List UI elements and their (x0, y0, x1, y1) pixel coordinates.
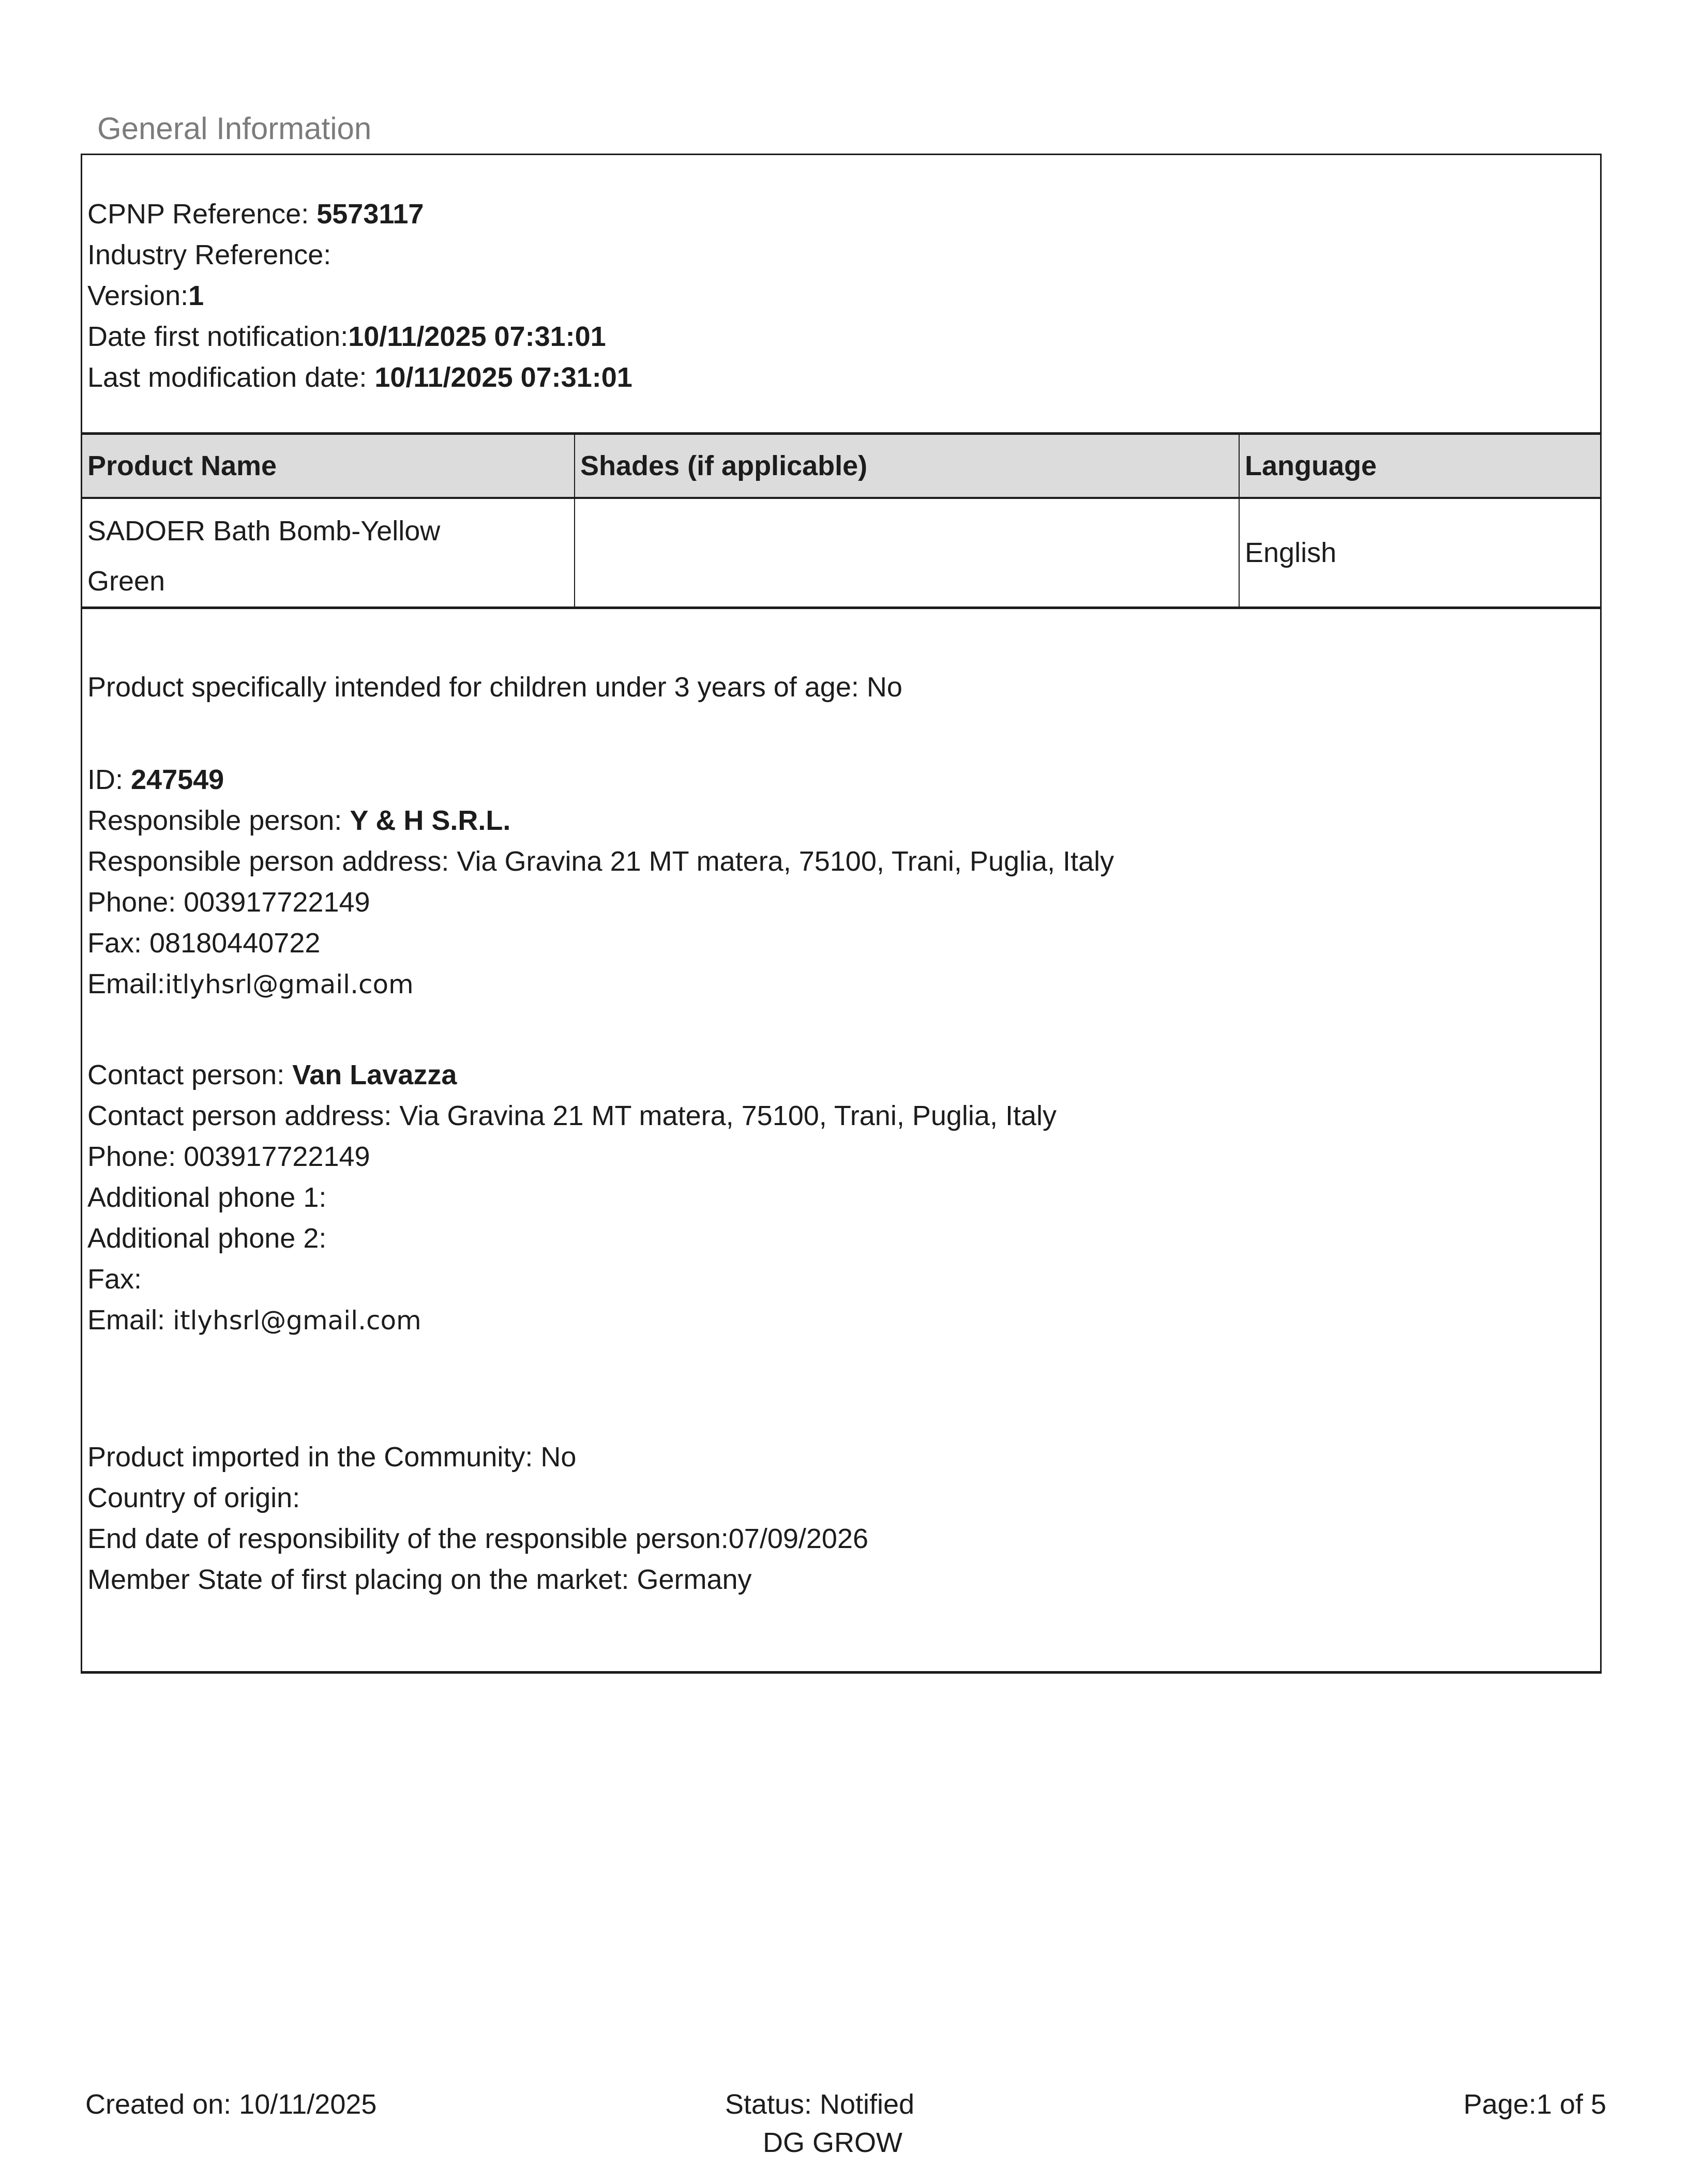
end-date-responsibility-line: End date of responsibility of the responsible person:07/09/2026 (87, 1523, 869, 1554)
general-info-box (81, 154, 1602, 1674)
date-first-notification-value: 10/11/2025 07:31:01 (348, 321, 606, 352)
contact-person-address-line: Contact person address: Via Gravina 21 MT matera, 75100, Trani, Puglia, Italy (87, 1100, 1057, 1131)
id-value: 247549 (131, 764, 224, 795)
version-value: 1 (188, 280, 204, 311)
product-name-line-2: Green (87, 566, 165, 597)
product-table (82, 432, 1600, 609)
country-of-origin-line: Country of origin: (87, 1482, 300, 1513)
id-label: ID: (87, 764, 131, 795)
responsible-person-value: Y & H S.R.L. (350, 805, 511, 836)
date-first-notification-label: Date first notification: (87, 321, 349, 352)
responsible-fax-line: Fax: 08180440722 (87, 928, 321, 959)
contact-person-value: Van Lavazza (292, 1059, 457, 1090)
contact-person-line (82, 1055, 1600, 1096)
footer-page-info: Page:1 of 5 (1463, 2089, 1606, 2120)
contact-email-value: itlyhsrl@gmail.com (173, 1306, 421, 1336)
contact-email-line (82, 1300, 1600, 1341)
last-modification-value: 10/11/2025 07:31:01 (374, 362, 632, 393)
language-header: Language (1239, 434, 1600, 498)
cpnp-reference-value: 5573117 (317, 199, 424, 230)
contact-phone-line: Phone: 003917722149 (87, 1141, 370, 1172)
contact-additional-phone-1-line: Additional phone 1: (87, 1182, 327, 1213)
shades-cell (575, 498, 1239, 608)
shades-header: Shades (if applicable) (575, 434, 1239, 498)
responsible-email-line (82, 964, 1600, 1005)
responsible-person-line (82, 800, 1600, 841)
cpnp-reference-line (82, 194, 1600, 235)
footer-status: Status: Notified (725, 2089, 915, 2120)
date-first-notification-line (82, 316, 1600, 357)
version-line (82, 276, 1600, 316)
id-line (82, 760, 1600, 800)
responsible-phone-line: Phone: 003917722149 (87, 887, 370, 918)
language-cell: English (1239, 498, 1600, 608)
responsible-email-label: Email: (87, 968, 165, 999)
responsible-person-address-line: Responsible person address: Via Gravina 21 MT matera, 75100, Trani, Puglia, Italy (87, 846, 1114, 877)
footer-created-on: Created on: 10/11/2025 (85, 2089, 377, 2120)
contact-additional-phone-2-line: Additional phone 2: (87, 1223, 327, 1254)
section-title: General Information (97, 111, 372, 146)
product-name-line-1: SADOER Bath Bomb-Yellow (87, 515, 441, 547)
children-intended-line: Product specifically intended for children under 3 years of age: No (87, 672, 902, 703)
product-table-header-row (82, 434, 1600, 498)
contact-fax-line: Fax: (87, 1264, 142, 1295)
product-table-row (82, 498, 1600, 608)
last-modification-line (82, 357, 1600, 398)
product-name-cell (82, 498, 575, 608)
industry-reference-label: Industry Reference: (87, 239, 331, 270)
industry-reference-line (82, 235, 1600, 276)
member-state-line: Member State of first placing on the market: Germany (87, 1564, 752, 1595)
cpnp-reference-label: CPNP Reference: (87, 199, 317, 230)
version-label: Version: (87, 280, 189, 311)
product-name-header: Product Name (82, 434, 575, 498)
product-imported-line: Product imported in the Community: No (87, 1442, 577, 1473)
last-modification-label: Last modification date: (87, 362, 375, 393)
responsible-person-label: Responsible person: (87, 805, 350, 836)
footer-dg-grow: DG GROW (763, 2127, 902, 2158)
contact-person-label: Contact person: (87, 1059, 293, 1090)
contact-email-label: Email: (87, 1305, 173, 1336)
responsible-email-value: itlyhsrl@gmail.com (165, 969, 414, 999)
